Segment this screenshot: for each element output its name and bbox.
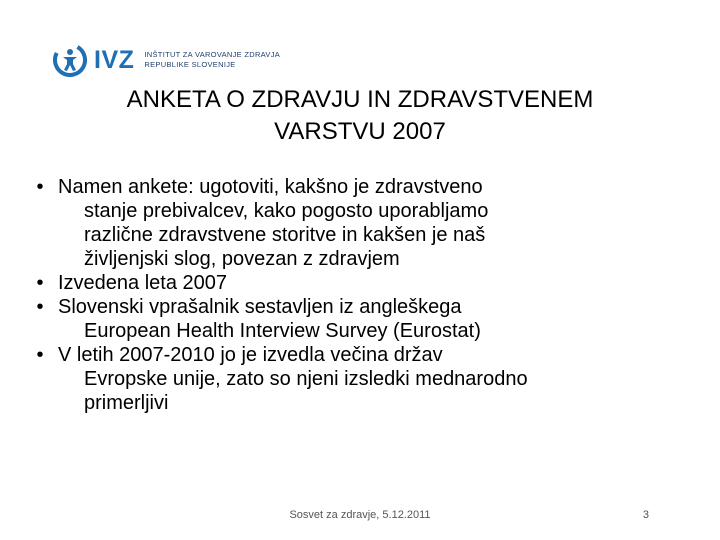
bullet-text: [58, 343, 670, 415]
slide-title: [0, 84, 720, 148]
ivz-person-icon: [52, 42, 88, 78]
bullet-line: Namen ankete: ugotoviti, kakšno je zdravstveno: [58, 176, 483, 198]
logo-name-line1: INŠTITUT ZA VAROVANJE ZDRAVJA: [144, 50, 281, 59]
page-number: 3: [642, 509, 649, 521]
footer-text: Sosvet za zdravje, 5.12.2011: [289, 509, 431, 521]
ivz-logo: [52, 40, 280, 80]
bullet-line: Evropske unije, zato so njeni izsledki mednarodno: [84, 368, 528, 390]
bullet-text: [58, 295, 670, 343]
bullet-line: življenjski slog, povezan z zdravjem: [84, 248, 400, 270]
bullet-glyph: •: [36, 176, 44, 198]
bullet-line: primerljivi: [84, 392, 169, 414]
logo-institute-name: [144, 50, 280, 70]
bullet-item: [30, 343, 670, 415]
bullet-item: [30, 295, 670, 343]
bullet-glyph: •: [36, 344, 44, 366]
logo-acronym: IVZ: [94, 45, 135, 74]
bullet-line: Slovenski vprašalnik sestavljen iz angleškega: [58, 296, 462, 318]
bullet-line: V letih 2007-2010 jo je izvedla večina držav: [58, 344, 443, 366]
bullet-item: [30, 175, 670, 271]
bullet-line: različne zdravstvene storitve in kakšen je naš: [84, 224, 486, 246]
bullet-text: [58, 175, 670, 271]
bullet-line: stanje prebivalcev, kako pogosto uporabljamo: [84, 200, 489, 222]
bullet-glyph: •: [36, 272, 44, 294]
bullet-text: [58, 271, 670, 295]
logo-name-line2: REPUBLIKE SLOVENIJE: [144, 60, 236, 69]
bullet-line: European Health Interview Survey (Eurostat): [84, 320, 481, 342]
bullet-line: Izvedena leta 2007: [58, 272, 228, 294]
bullet-glyph: •: [36, 296, 44, 318]
bullet-list: [30, 175, 670, 415]
slide-title-line1: ANKETA O ZDRAVJU IN ZDRAVSTVENEM: [126, 86, 594, 113]
bullet-item: [30, 271, 670, 295]
slide-title-line2: VARSTVU 2007: [274, 118, 446, 145]
